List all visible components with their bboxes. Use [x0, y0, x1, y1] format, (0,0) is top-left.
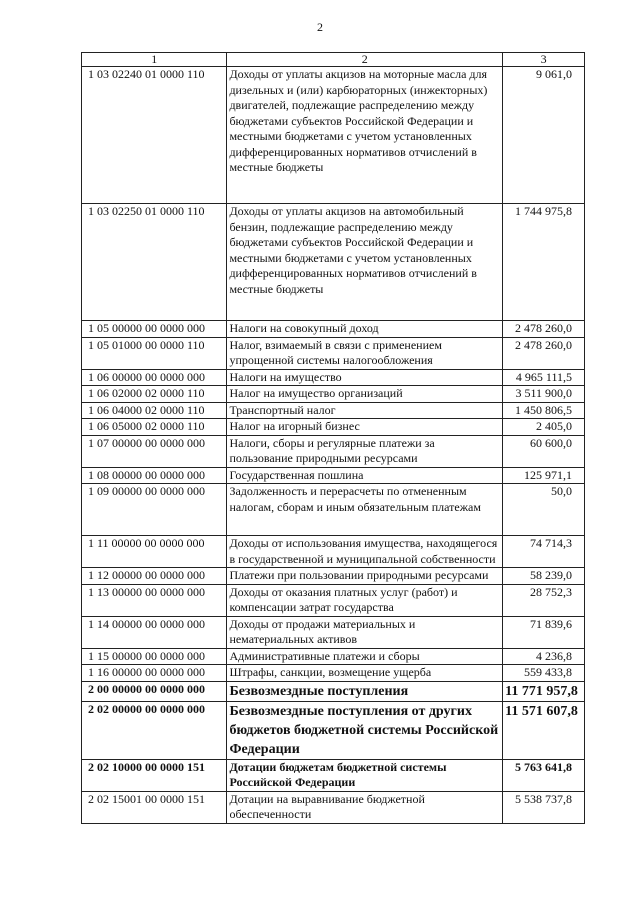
table-row	[82, 648, 585, 665]
row-code: 1 03 02250 01 0000 110	[82, 204, 227, 321]
row-name: Налог на игорный бизнес	[227, 419, 503, 436]
row-code: 1 06 00000 00 0000 000	[82, 369, 227, 386]
row-amount: 50,0	[503, 484, 585, 536]
row-code: 1 16 00000 00 0000 000	[82, 665, 227, 682]
row-code: 1 08 00000 00 0000 000	[82, 467, 227, 484]
table-row	[82, 386, 585, 403]
row-name: Дотации на выравнивание бюджетной обеспеченности	[227, 791, 503, 823]
table-row	[82, 204, 585, 321]
page-number: 2	[317, 20, 323, 34]
row-name: Доходы от использования имущества, находящегося в государственной и муниципальной собственности	[227, 536, 503, 568]
row-code: 1 06 04000 02 0000 110	[82, 402, 227, 419]
row-name: Налоги на имущество	[227, 369, 503, 386]
row-name: Платежи при пользовании природными ресурсами	[227, 568, 503, 585]
row-amount: 9 061,0	[503, 67, 585, 204]
table-row	[82, 584, 585, 616]
row-amount: 2 405,0	[503, 419, 585, 436]
row-code: 1 07 00000 00 0000 000	[82, 435, 227, 467]
row-amount: 11 571 607,8	[503, 701, 585, 759]
row-amount: 5 538 737,8	[503, 791, 585, 823]
column-header-amount: 3	[503, 53, 585, 67]
table-row	[82, 616, 585, 648]
row-code: 2 02 15001 00 0000 151	[82, 791, 227, 823]
column-header-name: 2	[227, 53, 503, 67]
table-row	[82, 665, 585, 682]
table-row	[82, 419, 585, 436]
row-amount: 28 752,3	[503, 584, 585, 616]
row-name: Административные платежи и сборы	[227, 648, 503, 665]
row-amount: 11 771 957,8	[503, 681, 585, 701]
row-code: 1 13 00000 00 0000 000	[82, 584, 227, 616]
row-amount: 1 744 975,8	[503, 204, 585, 321]
row-name: Государственная пошлина	[227, 467, 503, 484]
row-name: Налоги на совокупный доход	[227, 321, 503, 338]
row-amount: 71 839,6	[503, 616, 585, 648]
row-amount: 60 600,0	[503, 435, 585, 467]
row-amount: 559 433,8	[503, 665, 585, 682]
row-amount: 5 763 641,8	[503, 759, 585, 791]
row-code: 1 06 02000 02 0000 110	[82, 386, 227, 403]
table-row	[82, 467, 585, 484]
table-row	[82, 321, 585, 338]
row-name: Налоги, сборы и регулярные платежи за пользование природными ресурсами	[227, 435, 503, 467]
row-name: Налог на имущество организаций	[227, 386, 503, 403]
row-code: 1 03 02240 01 0000 110	[82, 67, 227, 204]
table-row	[82, 791, 585, 823]
row-code: 2 02 10000 00 0000 151	[82, 759, 227, 791]
row-name: Дотации бюджетам бюджетной системы Российской Федерации	[227, 759, 503, 791]
table-header-row	[82, 53, 585, 67]
row-code: 2 02 00000 00 0000 000	[82, 701, 227, 759]
table-row	[82, 67, 585, 204]
row-amount: 4 965 111,5	[503, 369, 585, 386]
table-row	[82, 568, 585, 585]
row-code: 1 14 00000 00 0000 000	[82, 616, 227, 648]
table-row	[82, 536, 585, 568]
row-amount: 2 478 260,0	[503, 337, 585, 369]
budget-revenue-table	[81, 52, 585, 824]
row-amount: 1 450 806,5	[503, 402, 585, 419]
row-name: Транспортный налог	[227, 402, 503, 419]
row-name: Доходы от уплаты акцизов на моторные масла для дизельных и (или) карбюраторных (инжекторных) двигателей, подлежащие распределению между бюджетами субъектов Российской Федерации и местными бюджетами с учетом установленных дифференцированных нормативов отчислений в местные бюджеты	[227, 67, 503, 204]
row-code: 1 15 00000 00 0000 000	[82, 648, 227, 665]
row-name: Доходы от оказания платных услуг (работ) и компенсации затрат государства	[227, 584, 503, 616]
row-amount: 3 511 900,0	[503, 386, 585, 403]
row-code: 1 06 05000 02 0000 110	[82, 419, 227, 436]
row-code: 1 11 00000 00 0000 000	[82, 536, 227, 568]
row-amount: 74 714,3	[503, 536, 585, 568]
table-row	[82, 337, 585, 369]
table-row	[82, 435, 585, 467]
row-code: 2 00 00000 00 0000 000	[82, 681, 227, 701]
table-row	[82, 369, 585, 386]
row-name: Доходы от уплаты акцизов на автомобильный бензин, подлежащие распределению между бюджетами субъектов Российской Федерации и местными бюджетами с учетом установленных дифференцированных нормативов отчислений в местные бюджеты	[227, 204, 503, 321]
row-amount: 58 239,0	[503, 568, 585, 585]
row-name: Штрафы, санкции, возмещение ущерба	[227, 665, 503, 682]
row-amount: 2 478 260,0	[503, 321, 585, 338]
row-name: Налог, взимаемый в связи с применением упрощенной системы налогообложения	[227, 337, 503, 369]
table-row	[82, 759, 585, 791]
table-row	[82, 484, 585, 536]
table-row	[82, 701, 585, 759]
row-code: 1 05 00000 00 0000 000	[82, 321, 227, 338]
row-amount: 125 971,1	[503, 467, 585, 484]
row-name: Задолженность и перерасчеты по отмененным налогам, сборам и иным обязательным платежам	[227, 484, 503, 536]
row-code: 1 05 01000 00 0000 110	[82, 337, 227, 369]
row-code: 1 09 00000 00 0000 000	[82, 484, 227, 536]
row-name: Безвозмездные поступления	[227, 681, 503, 701]
row-amount: 4 236,8	[503, 648, 585, 665]
row-name: Безвозмездные поступления от других бюджетов бюджетной системы Российской Федерации	[227, 701, 503, 759]
row-name: Доходы от продажи материальных и нематериальных активов	[227, 616, 503, 648]
table-row	[82, 681, 585, 701]
row-code: 1 12 00000 00 0000 000	[82, 568, 227, 585]
table-row	[82, 402, 585, 419]
column-header-code: 1	[82, 53, 227, 67]
